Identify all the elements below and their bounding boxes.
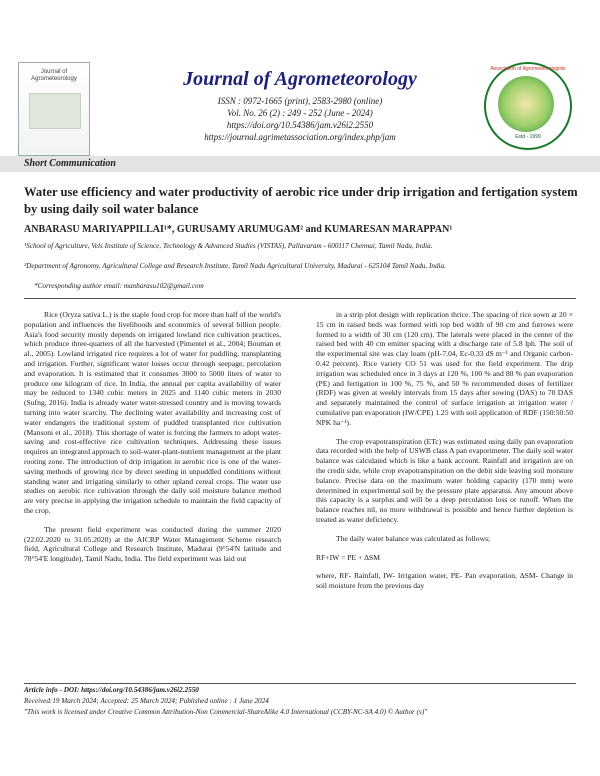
affiliation-1: ¹School of Agriculture, Vels Institute of Science, Technology & Advanced Studies (VISTAS), Pallavaram - 600117 Chennai, Tamil Nadu, India. bbox=[24, 242, 433, 250]
section-banner bbox=[0, 156, 600, 172]
volume-info: Vol. No. 26 (2) : 249 - 252 (June - 2024) bbox=[227, 108, 373, 118]
paragraph: The present field experiment was conducted during the summer 2020 (22.02.2020 to 31.05.2020) at the AICRP Water Management Scheme research field, Agricultural College and Research Institute, Madurai (9°54'N latitude and 78°54'E longitude), Tamil Nadu, India. The field experiment was laid out bbox=[24, 524, 281, 564]
journal-url[interactable]: https://journal.agrimetassociation.org/index.php/jam bbox=[204, 132, 396, 142]
doi-link[interactable]: https://doi.org/10.54386/jam.v26i2.2550 bbox=[226, 120, 374, 130]
logo-established: Estd - 1999 bbox=[515, 134, 541, 140]
paragraph: The daily water balance was calculated as follows; bbox=[336, 533, 491, 543]
association-logo bbox=[484, 62, 572, 150]
divider bbox=[24, 298, 576, 299]
author-list: ANBARASU MARIYAPPILLAI¹*, GURUSAMY ARUMUGAM² and KUMARESAN MARAPPAN¹ bbox=[24, 224, 453, 235]
corresponding-author: *Corresponding author email: manbarasu102@gmail.com bbox=[34, 282, 204, 290]
logo-text: Association of Agrometeorologists bbox=[490, 66, 566, 72]
section-label: Short Communication bbox=[24, 158, 116, 169]
right-column bbox=[316, 310, 573, 591]
issn: ISSN : 0972-1665 (print), 2583-2980 (online) bbox=[217, 96, 383, 106]
paper-title: Water use efficiency and water productivity of aerobic rice under drip irrigation and fertigation system by using daily soil water balance bbox=[24, 185, 578, 216]
paragraph: Rice (Oryza sativa L.) is the staple food crop for more than half of the world's population and influences the livelihoods and economics of several billion people. Asia's food security mostly depends on irrigated lowland rice cultivation practices, which produce three-quarters of all the harvested (Pimentel et al., 2004; Bouman et al., 2005). Lowland irrigated rice requires a lot of water for puddling, transplanting and irrigation. Further, significant water losses occur through seepage, percolation and evaporation. It is estimated that it consumes 3000 to 5000 liters of water to produce one kilogram of rice. In India, the annual per capita availability of water may be reduced to 1340 cubic meters in 2025 and 1140 cubic meters in 2030 (Sufng, 2016). India is already water water-stressed country and is moving towards turning into water scarcity. The declining water availability and increasing cost of water endangers the traditional system of puddled transplanted rice cultivation (Mansoni et al., 2018). This shortage of water is forcing the farmers to adopt water-saving and cost-effective rice cultivation techniques. Addressing these issues requires an integrated approach to soil-water-plant-nutrient management at the plant rooting zone. The introduction of drip irrigation in aerobic rice is one of the water-saving methods of growing rice by direct seeding in unpuddled conditions without standing water and irrigating similarly to other upland cereal crops. The water use studies on aerobic rice cultivation through the daily soil moisture balance method are very precise in applying the irrigation schedule to maintain the field capacity of the crop. bbox=[24, 310, 281, 515]
article-info[interactable]: Article info - DOI: https://doi.org/10.54386/jam.v26i2.2550 bbox=[24, 686, 199, 694]
footer-divider bbox=[24, 683, 576, 684]
cover-title: Journal of Agrometeorology bbox=[31, 69, 77, 82]
affiliation-2: ²Department of Agronomy, Agricultural College and Research Institute, Tamil Nadu Agricultural University, Madurai - 625104 Tamil Nadu, India. bbox=[24, 262, 446, 270]
article-dates: Received:19 March 2024; Accepted: 25 March 2024; Published online : 1 June 2024 bbox=[24, 697, 269, 705]
paragraph: in a strip plot design with replication thrice. The spacing of rice sown at 20 × 15 cm in raised beds was formed with top bed width of 90 cm and furrows were formed to a width of 30 cm (120 cm). The laterals were placed in the center of the raised bed with 40 cm emitter spacing with a discharge rate of 5.8 lph. The soil of the experimental site was clay loam (pH-7.04, Ec-0.33 dS m⁻¹ and Organic carbon-0.42 percent). Rice variety CO 51 was used for the field experiment. The drip irrigation was scheduled once in 3 days at 120 %, 100 % and 80 % pan evaporation (PE) and fertigation in 100 %, 75 %, and 50 % recommended doses of fertilizer (RDF) was given at weekly intervals from 15 days after sowing (DAS) to 70 DAS and separately maintained the control of surface irrigation at irrigation water / cumulative pan evaporation (IW/CPE) 1.25 with soil application of RDF (150:50:50 NPK ha⁻¹). bbox=[316, 310, 573, 427]
logo-emblem bbox=[498, 76, 554, 132]
equation-legend: where, RF- Rainfall, IW- Irrigation water, PE- Pan evaporation, ΔSM- Change in soil moisture from the previous day bbox=[316, 571, 573, 591]
equation: RF+IW = PE + ΔSM bbox=[316, 552, 381, 562]
journal-title: Journal of Agrometeorology bbox=[183, 68, 417, 90]
paragraph: The crop evapotranspiration (ETc) was estimated using daily pan evaporation data recorded with the help of USWB class A pan evaporimeter. The daily soil water balance was calculated which is like a bank account. Rainfall and irrigation are on the credit side, while crop evapotranspiration on the debit side leaving soil moisture balance. Precise data on the maximum water holding capacity (170 mm) were determined in experimental soil by the pressure plate apparatus. Any amount above this capacity is a surplus and will be a deep percolation loss or runoff. When the balance reaches nil, no more withdrawal is possible and hence further depletion is treated as water deficiency. bbox=[316, 436, 573, 524]
license-text: "This work is licensed under Creative Common Attribution-Non Commercial-ShareAlike 4.0 International (CCBY-NC-SA 4.0) © Author (s)" bbox=[24, 708, 428, 716]
left-column bbox=[24, 310, 281, 564]
